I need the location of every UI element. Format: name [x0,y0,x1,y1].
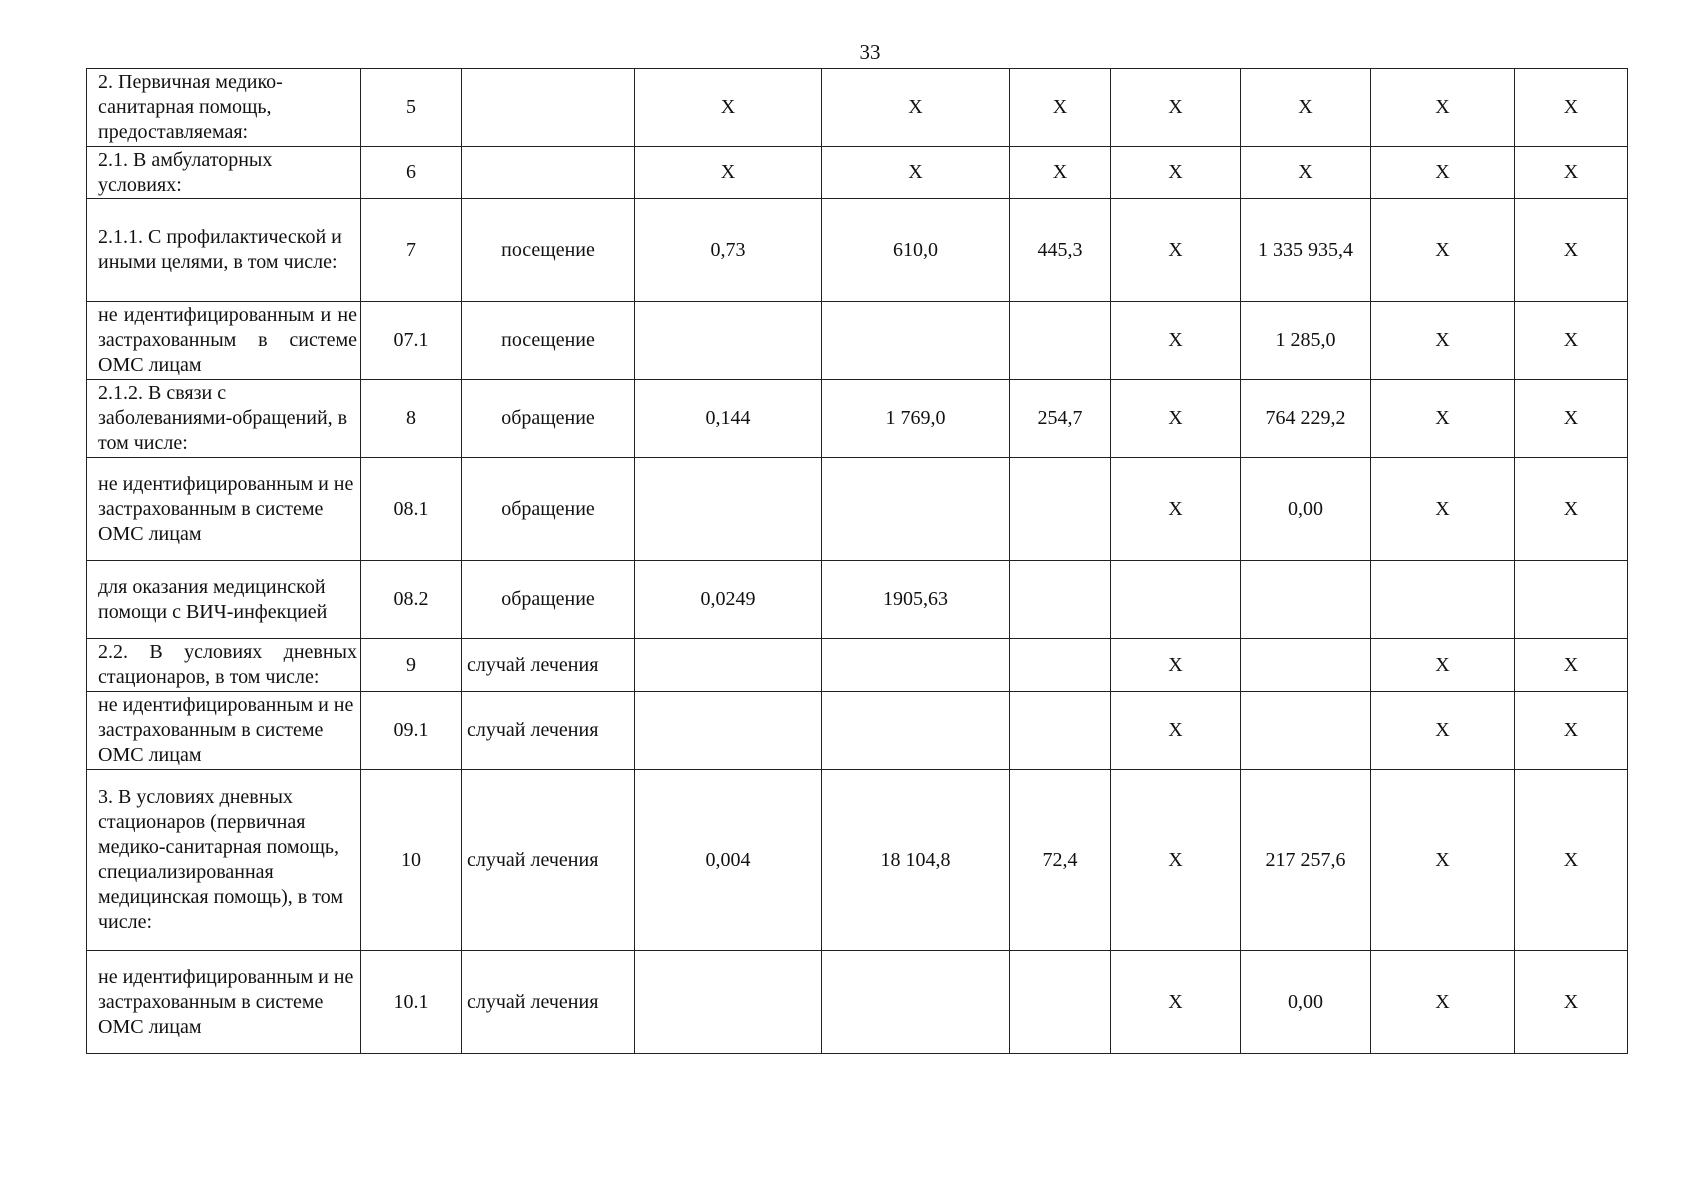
value-cell: X [1515,199,1628,302]
row-number-cell: 5 [361,69,462,147]
value-cell [1010,639,1111,692]
value-cell [822,692,1010,770]
row-number-cell: 9 [361,639,462,692]
page-number: 33 [859,40,881,64]
value-cell: 610,0 [822,199,1010,302]
value-cell: 1 285,0 [1241,302,1371,380]
value-cell: X [1111,951,1241,1054]
value-cell [635,692,822,770]
row-name-cell: не идентифицированным и не застрахованным в системе ОМС лицам [87,302,361,380]
row-number-cell: 10 [361,770,462,951]
value-cell: X [1371,951,1515,1054]
unit-cell: случай лечения [462,770,635,951]
row-name-cell: не идентифицированным и не застрахованным в системе ОМС лицам [87,692,361,770]
value-cell [1010,561,1111,639]
unit-cell: посещение [462,302,635,380]
table-row [87,69,1628,147]
value-cell: X [1515,639,1628,692]
value-cell: 254,7 [1010,380,1111,458]
value-cell [1010,951,1111,1054]
row-number-cell: 6 [361,147,462,199]
value-cell: X [635,69,822,147]
row-number-cell: 08.1 [361,458,462,561]
value-cell [822,302,1010,380]
table-row [87,458,1628,561]
row-name-cell: 3. В условиях дневных стационаров (первичная медико-санитарная помощь, специализированная медицинская помощь), в том числе: [87,770,361,951]
row-name-cell: не идентифицированным и не застрахованным в системе ОМС лицам [87,951,361,1054]
value-cell [1241,692,1371,770]
table-row [87,639,1628,692]
row-name-cell: 2.1.2. В связи с заболеваниями-обращений, в том числе: [87,380,361,458]
row-number-cell: 09.1 [361,692,462,770]
value-cell: 0,73 [635,199,822,302]
value-cell [635,951,822,1054]
row-number-cell: 07.1 [361,302,462,380]
value-cell: 0,00 [1241,458,1371,561]
value-cell: X [1371,458,1515,561]
value-cell [1241,561,1371,639]
value-cell: 1905,63 [822,561,1010,639]
row-number-cell: 08.2 [361,561,462,639]
value-cell: X [1111,458,1241,561]
value-cell: X [1515,380,1628,458]
table-row [87,770,1628,951]
value-cell: X [1111,692,1241,770]
value-cell: X [1111,302,1241,380]
value-cell: X [1515,302,1628,380]
unit-cell: посещение [462,199,635,302]
row-name-cell: 2.2. В условиях дневных стационаров, в том числе: [87,639,361,692]
value-cell: X [1111,69,1241,147]
value-cell: X [1371,69,1515,147]
value-cell [1515,561,1628,639]
value-cell: 0,004 [635,770,822,951]
value-cell [1010,302,1111,380]
value-cell: X [1371,380,1515,458]
row-name-cell: не идентифицированным и не застрахованным в системе ОМС лицам [87,458,361,561]
value-cell: X [1111,380,1241,458]
value-cell: 0,144 [635,380,822,458]
value-cell: X [1371,302,1515,380]
value-cell: X [1515,69,1628,147]
value-cell: X [1010,69,1111,147]
row-number-cell: 8 [361,380,462,458]
value-cell [635,302,822,380]
value-cell: X [1010,147,1111,199]
value-cell [1371,561,1515,639]
value-cell: X [1515,951,1628,1054]
table-row [87,692,1628,770]
value-cell: 72,4 [1010,770,1111,951]
value-cell: X [1111,770,1241,951]
unit-cell [462,69,635,147]
value-cell: X [822,69,1010,147]
value-cell: X [1515,770,1628,951]
value-cell [635,639,822,692]
value-cell: X [1515,692,1628,770]
value-cell [822,639,1010,692]
value-cell [1241,639,1371,692]
table-row [87,380,1628,458]
value-cell: X [1111,147,1241,199]
row-name-cell: для оказания медицинской помощи с ВИЧ-инфекцией [87,561,361,639]
value-cell: X [1241,147,1371,199]
value-cell: 217 257,6 [1241,770,1371,951]
table-row [87,302,1628,380]
unit-cell: случай лечения [462,951,635,1054]
value-cell: 1 769,0 [822,380,1010,458]
unit-cell: обращение [462,561,635,639]
financing-table [86,68,1628,1054]
table-row [87,199,1628,302]
value-cell: X [1371,199,1515,302]
value-cell [1010,692,1111,770]
table-row [87,147,1628,199]
value-cell: X [635,147,822,199]
row-name-cell: 2.1.1. С профилактической и иными целями, в том числе: [87,199,361,302]
row-name-cell: 2.1. В амбулаторных условиях: [87,147,361,199]
value-cell: X [1371,692,1515,770]
value-cell: 0,00 [1241,951,1371,1054]
value-cell: X [1515,458,1628,561]
row-name-cell: 2. Первичная медико-санитарная помощь, предоставляемая: [87,69,361,147]
unit-cell: обращение [462,458,635,561]
row-number-cell: 7 [361,199,462,302]
value-cell: X [1111,199,1241,302]
unit-cell: обращение [462,380,635,458]
value-cell: X [822,147,1010,199]
unit-cell: случай лечения [462,639,635,692]
value-cell: 18 104,8 [822,770,1010,951]
value-cell [822,951,1010,1054]
unit-cell: случай лечения [462,692,635,770]
value-cell [1010,458,1111,561]
value-cell [635,458,822,561]
value-cell: 764 229,2 [1241,380,1371,458]
table-row [87,951,1628,1054]
value-cell: X [1371,147,1515,199]
table-row [87,561,1628,639]
value-cell: X [1371,770,1515,951]
value-cell: X [1515,147,1628,199]
row-number-cell: 10.1 [361,951,462,1054]
value-cell [1111,561,1241,639]
value-cell: 1 335 935,4 [1241,199,1371,302]
value-cell: 0,0249 [635,561,822,639]
value-cell: X [1371,639,1515,692]
value-cell [822,458,1010,561]
value-cell: X [1241,69,1371,147]
value-cell: X [1111,639,1241,692]
unit-cell [462,147,635,199]
value-cell: 445,3 [1010,199,1111,302]
